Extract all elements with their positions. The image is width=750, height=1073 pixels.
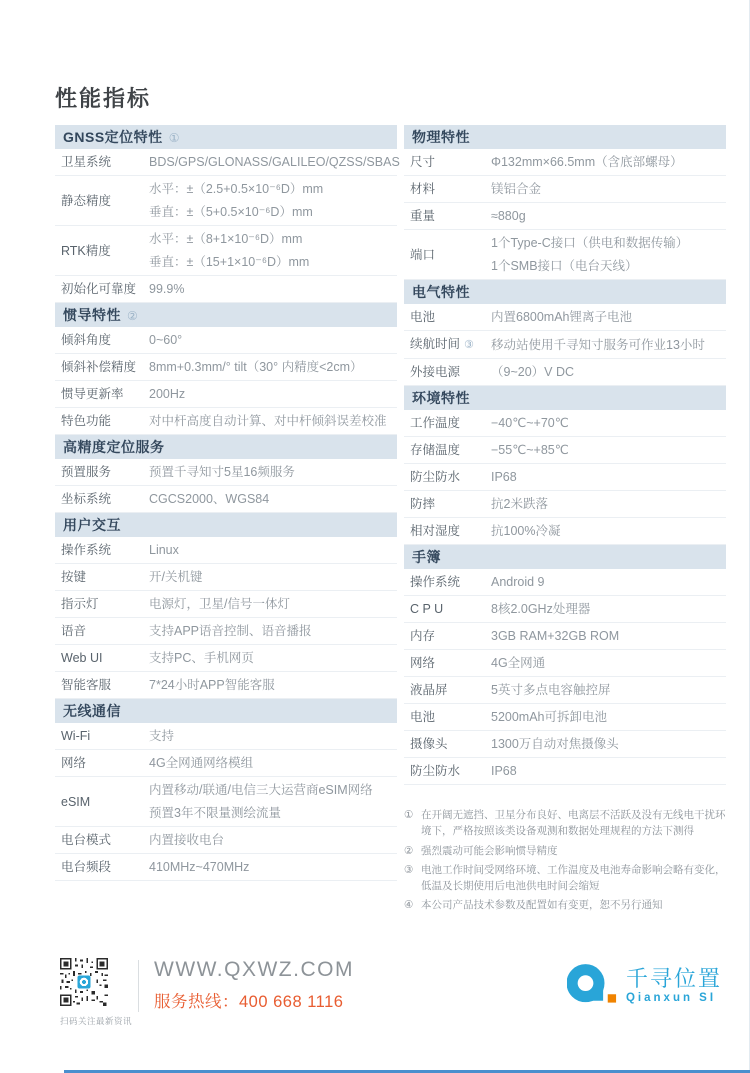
spec-label-text: 坐标系统: [61, 492, 112, 506]
spec-value: [491, 628, 726, 644]
spec-row: [404, 149, 726, 176]
spec-column-left: [55, 125, 400, 881]
spec-section: [404, 386, 726, 545]
footer: [0, 950, 750, 1060]
spec-value-line: 对中杆高度自动计算、对中杆倾斜误差校准: [149, 414, 387, 428]
spec-value-line: Φ132mm×66.5mm（含底部螺母）: [491, 155, 683, 169]
spec-value-line: 抗2米跌落: [491, 497, 548, 511]
spec-label-text: 语音: [61, 624, 87, 638]
spec-label-text: 电台频段: [61, 860, 112, 874]
spec-row: [55, 777, 397, 827]
page-title: 性能指标: [55, 86, 152, 111]
spec-value-line: 1个Type-C接口（供电和数据传输）: [491, 236, 689, 250]
spec-value-line: IP68: [491, 470, 517, 484]
section-title: 物理特性: [412, 129, 470, 145]
spec-label: [410, 763, 491, 779]
footnote-number: ④: [404, 899, 414, 912]
section-header: [404, 386, 726, 410]
spec-label: [61, 859, 149, 875]
spec-row: [55, 176, 397, 226]
spec-label-text: 防摔: [410, 497, 436, 511]
spec-label: [410, 336, 491, 353]
spec-row: [55, 537, 397, 564]
spec-row: [404, 677, 726, 704]
footnotes: [404, 807, 726, 914]
spec-label-text: 指示灯: [61, 597, 99, 611]
spec-sections-right: [404, 125, 726, 785]
spec-row: [55, 327, 397, 354]
spec-row: [404, 304, 726, 331]
spec-value: [491, 208, 726, 224]
footnote-number: ②: [404, 844, 414, 857]
section-header: [55, 435, 397, 459]
spec-value: [491, 364, 726, 380]
spec-value: [149, 281, 397, 297]
spec-section: [404, 545, 726, 785]
qianxun-logo-icon: [567, 962, 617, 1008]
footnote-number: ③: [404, 863, 414, 876]
spec-label-text: 初始化可靠度: [61, 282, 137, 296]
footnote: [404, 862, 726, 895]
spec-label-text: 防尘防水: [410, 764, 461, 778]
spec-row: [404, 491, 726, 518]
section-title: 电气特性: [412, 284, 470, 300]
spec-row: [55, 827, 397, 854]
spec-row: [55, 149, 400, 176]
section-title: 手簿: [412, 549, 441, 565]
spec-label: [61, 832, 149, 848]
spec-label: [410, 682, 491, 698]
spec-row: [404, 704, 726, 731]
spec-label: [410, 181, 491, 197]
brand-logo: [567, 962, 722, 1008]
spec-row: [55, 226, 397, 276]
spec-row: [55, 354, 397, 381]
spec-value-line: 开/关机键: [149, 570, 203, 584]
spec-label-text: 摄像头: [410, 737, 448, 751]
spec-value-line: 0~60°: [149, 333, 183, 347]
spec-value-line: 预置千寻知寸5星16频服务: [149, 465, 295, 479]
spec-value-line: 支持PC、手机网页: [149, 651, 254, 665]
spec-label-text: 重量: [410, 209, 436, 223]
spec-value: [149, 386, 397, 402]
spec-label-text: 操作系统: [410, 575, 461, 589]
spec-row: [404, 359, 726, 386]
spec-value-line: 抗100%冷凝: [491, 524, 561, 538]
spec-label-note: ③: [464, 339, 474, 351]
spec-label: [61, 623, 149, 639]
spec-value-line: 预置3年不限量测绘流量: [149, 806, 281, 820]
spec-label: [61, 794, 149, 810]
spec-section: [55, 303, 397, 435]
spec-value-line: （9~20）V DC: [491, 365, 575, 379]
spec-value: [149, 542, 397, 558]
spec-label: [61, 491, 149, 507]
spec-value: [149, 859, 397, 875]
spec-row: [55, 672, 397, 699]
spec-label-text: 惯导更新率: [61, 387, 124, 401]
section-header: [55, 513, 397, 537]
spec-value-line: 99.9%: [149, 282, 185, 296]
spec-label: [61, 677, 149, 693]
section-header: [404, 280, 726, 304]
spec-label-text: 相对湿度: [410, 524, 461, 538]
spec-value: [491, 523, 726, 539]
spec-value: [491, 601, 726, 617]
section-header: [55, 303, 397, 327]
spec-value-line: ≈880g: [491, 209, 526, 223]
spec-value-line: 1300万自动对焦摄像头: [491, 737, 619, 751]
spec-value: [149, 755, 397, 771]
spec-label-text: 存储温度: [410, 443, 461, 457]
spec-label: [410, 154, 491, 170]
spec-label-text: 外接电源: [410, 365, 461, 379]
spec-value: [491, 415, 726, 431]
spec-row: [404, 758, 726, 785]
spec-value: [491, 442, 726, 458]
spec-value-line: 410MHz~470MHz: [149, 860, 250, 874]
spec-label-text: Wi-Fi: [61, 729, 91, 743]
spec-value-line: 5200mAh可拆卸电池: [491, 710, 608, 724]
spec-label: [61, 569, 149, 585]
spec-label-text: 倾斜角度: [61, 333, 112, 347]
section-header: [404, 125, 726, 149]
spec-value-line: 垂直：±（5+0.5×10⁻⁶D）mm: [149, 205, 313, 219]
spec-value: [491, 736, 726, 752]
spec-row: [404, 203, 726, 230]
spec-value-line: −55℃~+85℃: [491, 443, 569, 457]
spec-label: [61, 413, 149, 429]
footnote-text: 电池工作时间受网络环境、工作温度及电池寿命影响会略有变化，低温及长期使用后电池供电时间会缩短: [421, 863, 726, 893]
spec-value: [149, 332, 397, 348]
spec-value: [149, 413, 397, 429]
spec-value: [491, 763, 726, 779]
spec-label-text: 静态精度: [61, 193, 112, 208]
spec-value-line: 支持APP语音控制、语音播报: [149, 624, 312, 638]
spec-value-line: 支持: [149, 729, 175, 743]
spec-label: [61, 154, 149, 170]
spec-row: [404, 596, 726, 623]
spec-value-line: 内置6800mAh锂离子电池: [491, 310, 633, 324]
spec-value: [149, 728, 397, 744]
spec-label-text: 按键: [61, 570, 87, 584]
spec-value-line: Android 9: [491, 575, 545, 589]
spec-label-text: 卫星系统: [61, 155, 112, 169]
footer-divider: [138, 960, 139, 1012]
section-title: GNSS定位特性: [63, 129, 163, 145]
spec-row: [55, 459, 397, 486]
spec-row: [404, 569, 726, 596]
spec-row: [55, 750, 397, 777]
logo-text: [626, 967, 722, 1004]
spec-row: [404, 650, 726, 677]
spec-row: [404, 230, 726, 280]
spec-label: [410, 736, 491, 752]
spec-section: [55, 435, 397, 513]
spec-section: [55, 513, 397, 699]
spec-value: [149, 181, 397, 220]
spec-value-line: 8核2.0GHz处理器: [491, 602, 591, 616]
spec-row: [404, 518, 726, 545]
spec-row: [55, 618, 397, 645]
footnote: [404, 843, 726, 859]
spec-value-line: 内置移动/联通/电信三大运营商eSIM网络: [149, 783, 373, 797]
spec-row: [404, 623, 726, 650]
spec-value: [491, 709, 726, 725]
spec-label: [61, 755, 149, 771]
spec-value-line: 7*24小时APP智能客服: [149, 678, 275, 692]
spec-label: [61, 193, 149, 209]
spec-section: [55, 125, 400, 303]
footnote: [404, 897, 726, 913]
spec-label-text: 材料: [410, 182, 436, 196]
spec-label: [61, 728, 149, 744]
spec-row: [55, 486, 397, 513]
spec-value-line: CGCS2000、WGS84: [149, 492, 270, 506]
spec-label: [410, 574, 491, 590]
spec-value: [149, 782, 397, 821]
spec-label-text: 端口: [410, 247, 436, 262]
section-header: [404, 545, 726, 569]
spec-value: [149, 832, 397, 848]
spec-label-text: 操作系统: [61, 543, 112, 557]
spec-value-line: 电源灯，卫星/信号一体灯: [149, 597, 290, 611]
spec-row: [55, 645, 397, 672]
section-note-number: ①: [168, 131, 180, 145]
spec-value: [149, 231, 397, 270]
spec-value-line: 3GB RAM+32GB ROM: [491, 629, 620, 643]
spec-section: [404, 280, 726, 386]
spec-label-text: 网络: [61, 756, 87, 770]
spec-label: [61, 650, 149, 666]
spec-row: [55, 276, 397, 303]
spec-value: [149, 596, 397, 612]
spec-label: [410, 523, 491, 539]
spec-value: [149, 677, 397, 693]
spec-value-line: 移动站使用千寻知寸服务可作业13小时: [491, 337, 705, 352]
qr-block: [60, 958, 140, 1027]
spec-label-text: 倾斜补偿精度: [61, 360, 137, 374]
footnote-text: 本公司产品技术参数及配置如有变更，恕不另行通知: [421, 899, 663, 912]
spec-value-line: 1个SMB接口（电台天线）: [491, 259, 638, 273]
spec-value: [149, 623, 397, 639]
spec-value: [149, 359, 397, 375]
spec-label-text: 防尘防水: [410, 470, 461, 484]
section-title: 用户交互: [63, 517, 121, 533]
spec-value: [491, 682, 726, 698]
footnote-number: ①: [404, 809, 414, 821]
spec-section: [55, 699, 397, 881]
spec-value-line: BDS/GPS/GLONASS/GALILEO/QZSS/SBAS: [149, 155, 400, 169]
section-title: 高精度定位服务: [63, 439, 165, 455]
section-title: 惯导特性: [63, 307, 121, 323]
spec-label-text: 电池: [410, 310, 436, 324]
spec-label-text: 电台模式: [61, 833, 112, 847]
spec-row: [404, 464, 726, 491]
footnote-text: 在开阔无遮挡、卫星分布良好、电离层不活跃及没有无线电干扰环境下，严格按照该类设备观测和数据处理规程的方法下测得: [421, 809, 726, 838]
spec-value: [491, 337, 726, 353]
spec-label-text: 内存: [410, 629, 436, 643]
spec-value: [491, 574, 726, 590]
spec-value-line: 镁铝合金: [491, 182, 542, 196]
spec-row: [404, 331, 726, 359]
spec-value: [149, 650, 397, 666]
spec-value: [491, 496, 726, 512]
section-note-number: ②: [127, 309, 139, 323]
spec-label-text: 网络: [410, 656, 436, 670]
spec-value: [491, 309, 726, 325]
spec-label: [61, 464, 149, 480]
spec-label-text: 电池: [410, 710, 436, 724]
spec-label-text: 工作温度: [410, 416, 461, 430]
spec-label: [410, 364, 491, 380]
spec-label: [61, 596, 149, 612]
spec-label: [61, 386, 149, 402]
spec-label: [410, 655, 491, 671]
spec-row: [404, 437, 726, 464]
spec-value: [149, 569, 397, 585]
spec-value-line: −40℃~+70℃: [491, 416, 569, 430]
spec-row: [55, 591, 397, 618]
spec-value-line: 5英寸多点电容触控屏: [491, 683, 611, 697]
spec-value: [491, 235, 726, 274]
spec-label-text: 预置服务: [61, 465, 112, 479]
spec-label: [61, 281, 149, 297]
spec-label: [61, 243, 149, 259]
spec-row: [55, 381, 397, 408]
spec-value: [491, 469, 726, 485]
spec-label-text: 液晶屏: [410, 683, 448, 697]
spec-label: [410, 208, 491, 224]
spec-label-text: 智能客服: [61, 678, 112, 692]
spec-label: [410, 442, 491, 458]
spec-label: [410, 469, 491, 485]
spec-value-line: IP68: [491, 764, 517, 778]
spec-value-line: 4G全网通网络模组: [149, 756, 254, 770]
spec-row: [55, 723, 397, 750]
spec-label: [61, 359, 149, 375]
section-header: [55, 699, 397, 723]
spec-row: [404, 176, 726, 203]
spec-value-line: 内置接收电台: [149, 833, 225, 847]
spec-label: [410, 309, 491, 325]
logo-name-cn: 千寻位置: [625, 965, 722, 991]
spec-label: [410, 496, 491, 512]
spec-value-line: 垂直：±（15+1×10⁻⁶D）mm: [149, 255, 310, 269]
spec-value: [149, 491, 397, 507]
spec-label-text: 尺寸: [410, 155, 436, 169]
spec-label-text: 特色功能: [61, 414, 112, 428]
spec-value: [149, 154, 400, 170]
section-title: 无线通信: [63, 703, 121, 719]
footnote: [404, 807, 726, 840]
section-header: [55, 125, 397, 149]
spec-label: [410, 415, 491, 431]
spec-value-line: 4G全网通: [491, 656, 546, 670]
spec-label-text: 续航时间: [410, 337, 461, 351]
spec-value-line: 8mm+0.3mm/° tilt（30° 内精度<2cm）: [149, 360, 363, 374]
spec-label: [61, 332, 149, 348]
spec-section: [404, 125, 726, 280]
spec-row: [404, 731, 726, 758]
spec-label: [410, 601, 491, 617]
qr-code-icon: [60, 958, 108, 1006]
spec-label: [410, 247, 491, 263]
spec-value-line: 水平：±（8+1×10⁻⁶D）mm: [149, 232, 303, 246]
spec-value: [491, 655, 726, 671]
spec-row: [55, 854, 397, 881]
spec-value: [149, 464, 397, 480]
website-text: WWW.QXWZ.COM: [154, 958, 354, 981]
spec-value: [491, 181, 726, 197]
spec-row: [55, 564, 397, 591]
footnote-text: 强烈震动可能会影响惯导精度: [421, 844, 558, 857]
spec-label-text: C P U: [410, 602, 444, 616]
spec-column-right: [404, 125, 726, 917]
spec-value-line: 水平：±（2.5+0.5×10⁻⁶D）mm: [149, 182, 324, 196]
section-title: 环境特性: [412, 390, 470, 406]
spec-label-text: Web UI: [61, 651, 103, 665]
spec-label: [410, 628, 491, 644]
qr-caption: 扫码关注最新资讯: [60, 1016, 133, 1026]
spec-label: [61, 542, 149, 558]
spec-label: [410, 709, 491, 725]
spec-value: [491, 154, 726, 170]
spec-row: [55, 408, 397, 435]
spec-value-line: 200Hz: [149, 387, 186, 401]
logo-name-en: Qianxun SI: [625, 991, 717, 1004]
spec-value-line: Linux: [149, 543, 179, 557]
spec-row: [404, 410, 726, 437]
spec-label-text: eSIM: [61, 794, 91, 809]
spec-label-text: RTK精度: [61, 243, 111, 258]
service-hotline: 服务热线：400 668 1116: [154, 993, 344, 1011]
